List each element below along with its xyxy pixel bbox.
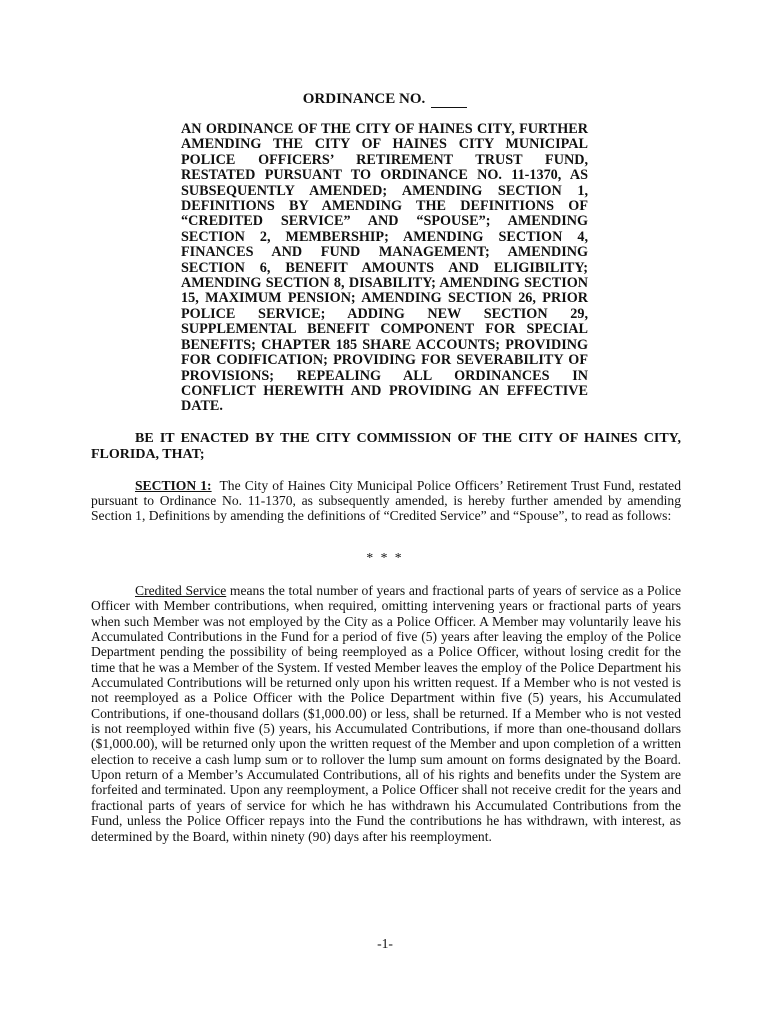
omission-stars: * * * <box>366 550 404 565</box>
ordinance-number-blank <box>431 93 467 108</box>
credited-service-definition <box>91 583 681 844</box>
section-1-paragraph <box>91 478 681 524</box>
ordinance-caption: AN ORDINANCE OF THE CITY OF HAINES CITY, FURTHER AMENDING THE CITY OF HAINES CITY MUNICIPAL POLICE OFFICERS’ RETIREMENT TRUST FUND, RESTATED PURSUANT TO ORDINANCE NO. 11-1370, AS SUBSEQUENTLY AMENDED; AMENDING SECTION 1, DEFINITIONS BY AMENDING THE DEFINITIONS OF “CREDITED SERVICE” AND “SPOUSE”; AMENDING SECTION 2, MEMBERSHIP; AMENDING SECTION 4, FINANCES AND FUND MANAGEMENT; AMENDING SECTION 6, BENEFIT AMOUNTS AND ELIGIBILITY; AMENDING SECTION 8, DISABILITY; AMENDING SECTION 15, MAXIMUM PENSION; AMENDING SECTION 26, PRIOR POLICE SERVICE; ADDING NEW SECTION 29, SUPPLEMENTAL BENEFIT COMPONENT FOR SPECIAL BENEFITS; CHAPTER 185 SHARE ACCOUNTS; PROVIDING FOR CODIFICATION; PROVIDING FOR SEVERABILITY OF PROVISIONS; REPEALING ALL ORDINANCES IN CONFLICT HEREWITH AND PROVIDING AN EFFECTIVE DATE. <box>181 121 588 415</box>
section-1-heading: SECTION 1: <box>135 478 212 493</box>
credited-service-term: Credited Service <box>135 583 227 598</box>
page-number: -1- <box>377 936 393 951</box>
credited-service-text: means the total number of years and fractional parts of years of service as a Police Officer with Member contributions, when required, omitting intervening years or fractional parts of years when such Member was not employed by the City as a Police Officer. A Member may voluntarily leave his Accumulated Contributions in the Fund for a period of five (5) years after leaving the employ of the Police Department pending the possibility of being reemployed as a Police Officer, without losing credit for the time that he was a Member of the System. If vested Member leaves the employ of the Police Department his Accumulated Contributions will be returned only upon his written request. If a Member who is not vested is not reemployed as a Police Officer with the Police Department within five (5) years, his Accumulated Contributions, if one-thousand dollars ($1,000.00) or less, shall be returned. If a Member who is not vested is not reemployed within five (5) years, his Accumulated Contributions, if more than one-thousand dollars ($1,000.00), will be returned only upon the written request of the Member and upon completion of a written election to receive a cash lump sum or to rollover the lump sum amount on forms designated by the Board. Upon return of a Member’s Accumulated Contributions, all of his rights and benefits under the System are forfeited and terminated. Upon any reemployment, a Police Officer shall not receive credit for the years and fractional parts of years of service for which he has withdrawn his Accumulated Contributions from the Fund, unless the Police Officer repays into the Fund the contributions he has withdrawn, with interest, as determined by the Board, within ninety (90) days after his reemployment. <box>91 583 681 844</box>
enacting-clause: BE IT ENACTED BY THE CITY COMMISSION OF THE CITY OF HAINES CITY, FLORIDA, THAT; <box>91 431 681 462</box>
ordinance-title <box>0 91 770 108</box>
ordinance-title-label: ORDINANCE NO. <box>302 91 426 107</box>
section-1-text: The City of Haines City Municipal Police Officers’ Retirement Trust Fund, restated pursuant to Ordinance No. 11-1370, as subsequently amended, is hereby further amended by amending Section 1, Definitions by amending the definitions of “Credited Service” and “Spouse”, to read as follows: <box>91 478 681 524</box>
